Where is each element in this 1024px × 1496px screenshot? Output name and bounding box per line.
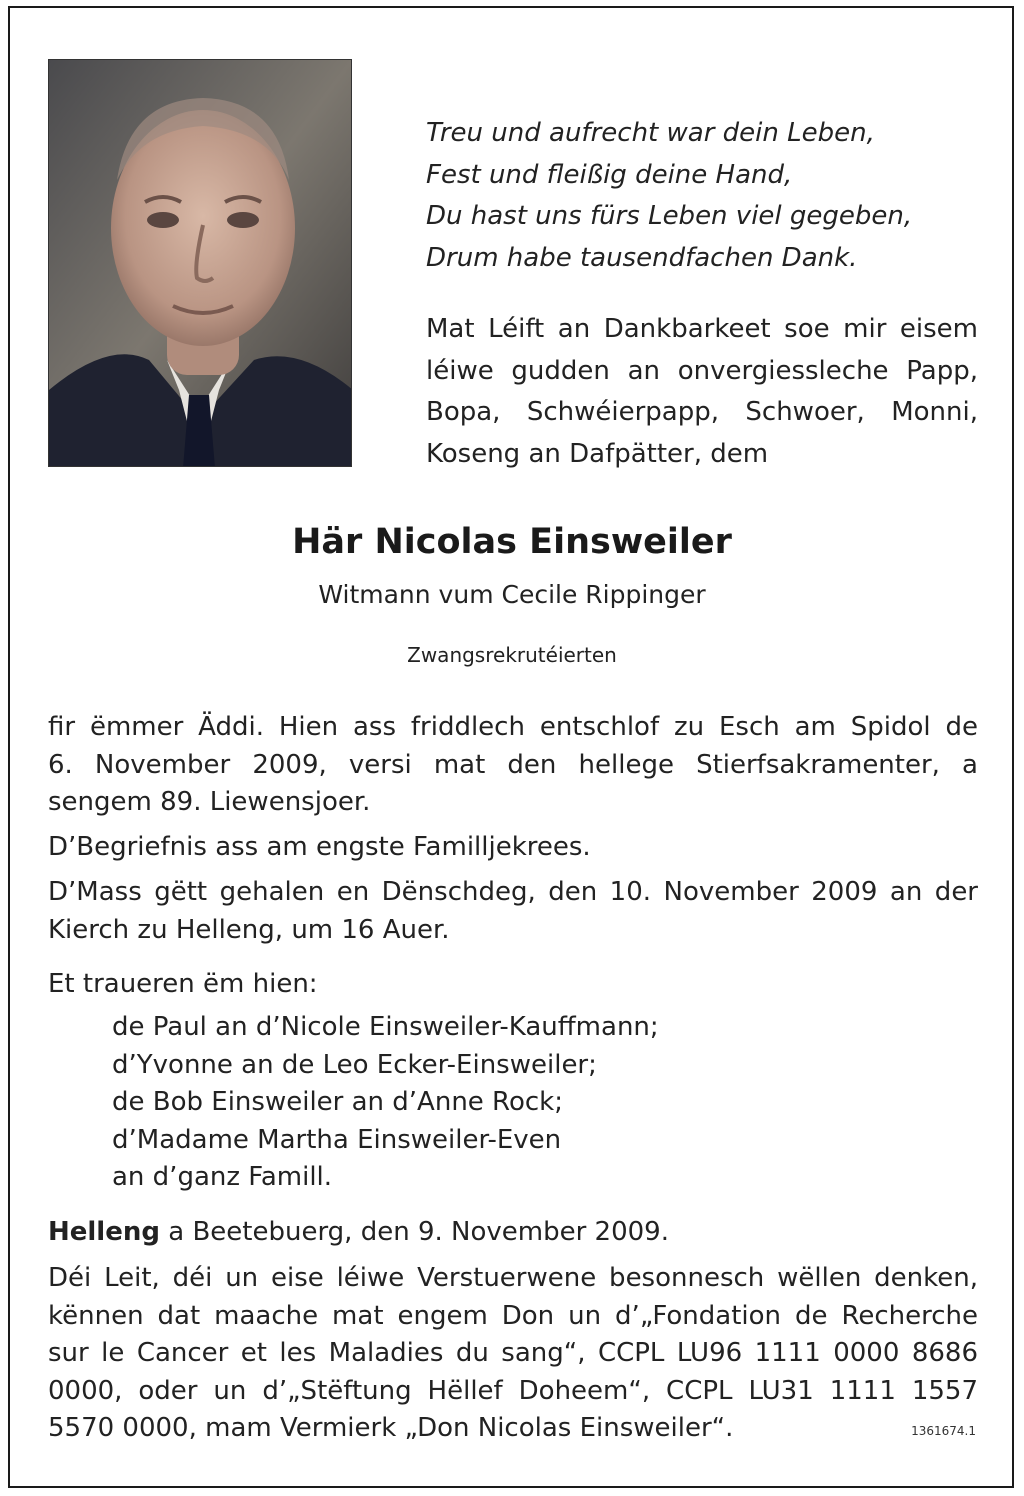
death-notice-line: fir ëmmer Äddi. Hien ass friddlech entschlof zu Esch am Spidol de [48, 712, 978, 742]
place-date-rest: a Beetebuerg, den 9. November 2009. [159, 1217, 669, 1247]
donation-line: kënnen dat maache mat engem Don un d’„Fondation de Recherche [48, 1300, 978, 1331]
intro-line: Bopa, Schwéierpapp, Schwoer, Monni, [426, 397, 978, 427]
verse-line: Treu und aufrecht war dein Leben, [426, 118, 875, 148]
deceased-widower: Witmann vum Cecile Rippinger [318, 580, 706, 609]
verse-line: Fest und fleißig deine Hand, [426, 159, 793, 190]
reference-number: 1361674.1 [911, 1424, 976, 1438]
mourners-list [112, 1009, 812, 1197]
poem-verse [426, 113, 1006, 279]
death-notice-line: sengem 89. Liewensjoer. [48, 787, 371, 817]
mourners-intro [48, 966, 978, 1004]
intro-text [426, 309, 978, 475]
intro-line: Koseng an Dafpätter, dem [426, 438, 769, 469]
intro-line: léiwe gudden an onvergiessleche Papp, [426, 355, 978, 386]
verse-line: Du hast uns fürs Leben viel gegeben, [426, 201, 913, 231]
place-name: Helleng [48, 1217, 160, 1247]
portrait-photo [48, 59, 352, 467]
donation-line: 0000, oder un d’„Stëftung Hëllef Doheem“, CCPL LU31 1111 1557 [48, 1375, 978, 1406]
deceased-note: Zwangsrekrutéierten [407, 643, 617, 667]
mourners-intro-line: Et traueren ëm hien: [48, 969, 318, 999]
death-notice [48, 709, 978, 822]
intro-line: Mat Léift an Dankbarkeet soe mir eisem [426, 314, 978, 344]
donation-line: 5570 0000, mam Vermierk „Don Nicolas Einsweiler“. [48, 1413, 734, 1443]
donation-text [48, 1260, 978, 1448]
mourner-item: de Bob Einsweiler an d’Anne Rock; [112, 1087, 563, 1117]
mass-line: D’Mass gëtt gehalen en Dënschdeg, den 10. November 2009 an der [48, 877, 978, 907]
donation-line: sur le Cancer et les Maladies du sang“, CCPL LU96 1111 0000 8686 [48, 1338, 978, 1368]
funeral-text [48, 829, 978, 867]
funeral-line: D’Begriefnis ass am engste Familljekrees. [48, 832, 591, 862]
mass-text [48, 874, 978, 949]
death-notice-line: 6. November 2009, versi mat den hellege Stierfsakramenter, a [48, 749, 978, 780]
place-date [48, 1214, 978, 1252]
mourner-item: d’Madame Martha Einsweiler-Even [112, 1124, 562, 1155]
deceased-name: Här Nicolas Einsweiler [292, 522, 732, 562]
donation-line: Déi Leit, déi un eise léiwe Verstuerwene besonnesch wëllen denken, [48, 1263, 978, 1293]
mourner-item: d’Yvonne an de Leo Ecker-Einsweiler; [112, 1049, 597, 1080]
mourner-item: an d’ganz Famill. [112, 1162, 333, 1192]
mass-line: Kierch zu Helleng, um 16 Auer. [48, 914, 450, 945]
mourner-item: de Paul an d’Nicole Einsweiler-Kauffmann; [112, 1012, 659, 1042]
portrait-icon [49, 60, 352, 467]
verse-line: Drum habe tausendfachen Dank. [426, 242, 858, 273]
